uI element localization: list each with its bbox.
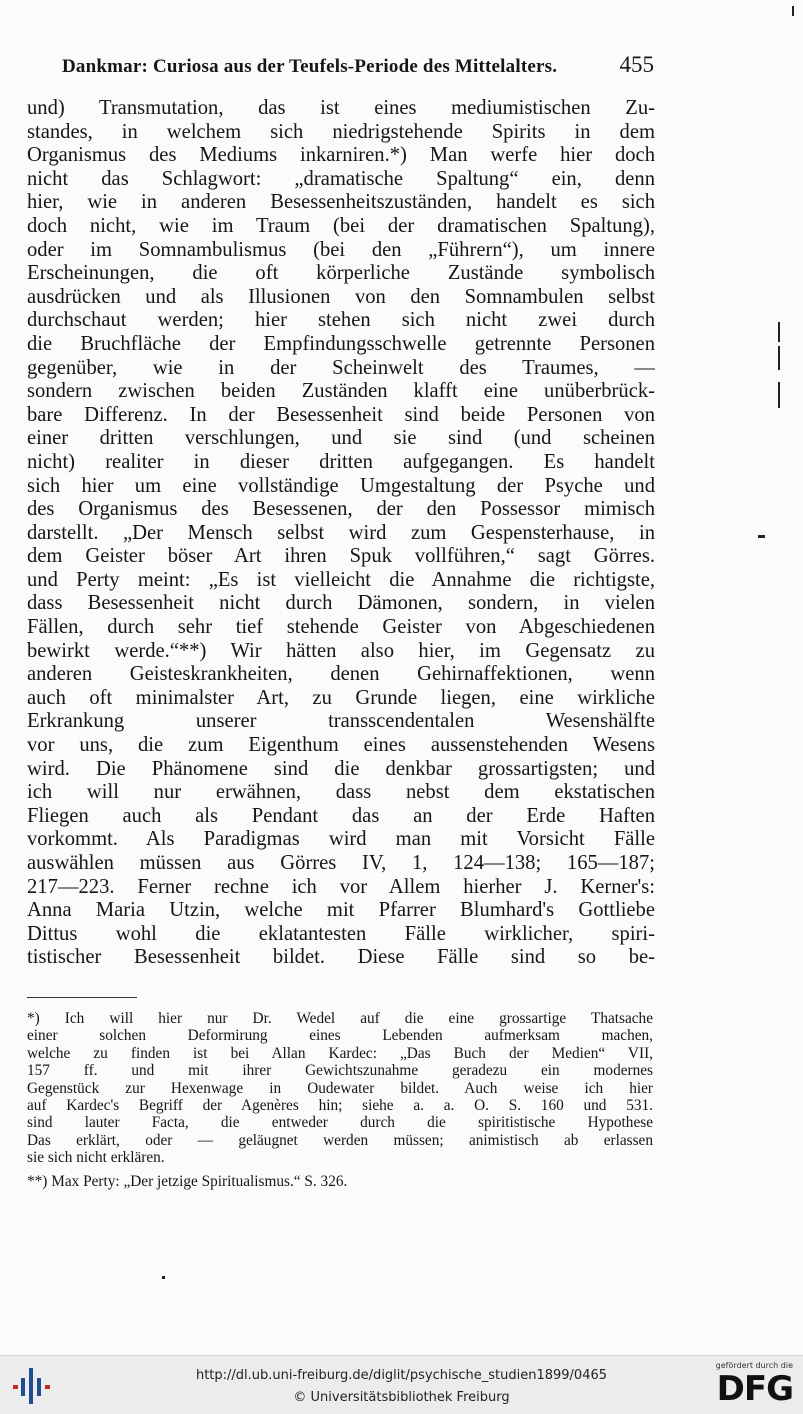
- text-line: oder im Somnambulismus (bei den „Führern“), um innere: [27, 238, 655, 261]
- footnote-line: sind lauter Facta, die entweder durch die spiritistische Hypothese: [27, 1114, 653, 1132]
- text-line: vorkommt. Als Paradigmas wird man mit Vorsicht Fälle: [27, 828, 655, 851]
- text-line: tistischer Besessenheit bildet. Diese Fälle sind so be-: [27, 946, 655, 969]
- text-line: Fällen, durch sehr tief stehende Geister von Abgeschiedenen: [27, 616, 655, 639]
- copyright-notice: © Universitätsbibliothek Freiburg: [293, 1390, 510, 1405]
- text-line: bewirkt werde.“**) Wir hätten also hier, im Gegensatz zu: [27, 639, 655, 662]
- margin-mark: [778, 322, 780, 342]
- text-line: gegenüber, wie in der Scheinwelt des Traumes, —: [27, 356, 655, 379]
- running-header: [62, 52, 654, 82]
- text-line: 217—223. Ferner rechne ich vor Allem hierher J. Kerner's:: [27, 875, 655, 898]
- text-line: Organismus des Mediums inkarniren.*) Man werfe hier doch: [27, 144, 655, 167]
- footnote-line: auf Kardec's Begriff der Agenères hin; siehe a. a. O. S. 160 und 531.: [27, 1096, 653, 1114]
- library-footer: [0, 1355, 803, 1414]
- text-line: Dittus wohl die eklatantesten Fälle wirklicher, spiri-: [27, 922, 655, 945]
- text-line: darstellt. „Der Mensch selbst wird zum Gespensterhause, in: [27, 521, 655, 544]
- footnote-rule: [27, 997, 137, 998]
- dfg-subtitle: gefördert durch die: [715, 1361, 793, 1370]
- footnote-line: Gegenstück zur Hexenwage in Oudewater bildet. Auch weise ich hier: [27, 1079, 653, 1097]
- footnote-line: Das erklärt, oder — geläugnet werden müssen; animistisch ab erlassen: [27, 1131, 653, 1149]
- margin-mark: [778, 382, 780, 408]
- text-line: auch oft minimalster Art, zu Grunde liegen, eine wirkliche: [27, 686, 655, 709]
- footnote-line: **) Max Perty: „Der jetzige Spiritualismus.“ S. 326.: [27, 1172, 348, 1190]
- page-number: 455: [619, 52, 654, 77]
- text-line: wird. Die Phänomene sind die denkbar grossartigsten; und: [27, 757, 655, 780]
- margin-mark: [758, 535, 765, 538]
- text-line: doch nicht, wie im Traum (bei der dramatischen Spaltung),: [27, 214, 655, 237]
- text-line: auswählen müssen aus Görres IV, 1, 124—138; 165—187;: [27, 852, 655, 874]
- text-line: und) Transmutation, das ist eines mediumistischen Zu-: [27, 97, 655, 119]
- text-line: dass Besessenheit nicht durch Dämonen, sondern, in vielen: [27, 592, 655, 615]
- text-line: sich hier um eine vollständige Umgestaltung der Psyche und: [27, 474, 655, 497]
- text-line: und Perty meint: „Es ist vielleicht die Annahme die richtigste,: [27, 568, 655, 591]
- text-line: bare Differenz. In der Besessenheit sind beide Personen von: [27, 403, 655, 426]
- footnote-line: welche zu finden ist bei Allan Kardec: „Das Buch der Medien“ VII,: [27, 1044, 653, 1062]
- text-line: Fliegen auch als Pendant das an der Erde Haften: [27, 804, 655, 827]
- dfg-logo: DFG: [716, 1369, 793, 1409]
- footnote-line: *) Ich will hier nur Dr. Wedel auf die eine grossartige Thatsache: [27, 1010, 653, 1027]
- text-line: ich will nur erwähnen, dass nebst dem ekstatischen: [27, 781, 655, 804]
- text-line: hier, wie in anderen Besessenheitszuständen, handelt es sich: [27, 191, 655, 214]
- margin-mark: [778, 346, 780, 370]
- margin-mark: [162, 1276, 165, 1279]
- text-line: dem Geister böser Art ihren Spuk vollführen,“ sagt Görres.: [27, 545, 655, 568]
- text-line: ausdrücken und als Illusionen von den Somnambulen selbst: [27, 285, 655, 308]
- margin-mark: [792, 6, 794, 16]
- footnote-line: sie sich nicht erklären.: [27, 1149, 165, 1167]
- running-title: Dankmar: Curiosa aus der Teufels-Periode des Mittelalters.: [62, 56, 558, 77]
- text-line: standes, in welchem sich niedrigstehende Spirits in dem: [27, 120, 655, 143]
- text-line: nicht das Schlagwort: „dramatische Spaltung“ ein, denn: [27, 167, 655, 190]
- text-line: einer dritten verschlungen, und sie sind (und scheinen: [27, 427, 655, 450]
- permalink-link[interactable]: http://dl.ub.uni-freiburg.de/diglit/psychische_studien1899/0465: [195, 1368, 608, 1383]
- footnote-line: einer solchen Deformirung eines Lebenden aufmerksam machen,: [27, 1027, 653, 1045]
- text-line: Erkrankung unserer transscendentalen Wesenshälfte: [27, 710, 655, 733]
- text-line: die Bruchfläche der Empfindungsschwelle getrennte Personen: [27, 332, 655, 355]
- text-line: anderen Geisteskrankheiten, denen Gehirnaffektionen, wenn: [27, 663, 655, 686]
- text-line: durchschaut werden; hier stehen sich nicht zwei durch: [27, 309, 655, 332]
- footnote-line: 157 ff. und mit ihrer Gewichtszunahme geradezu ein modernes: [27, 1062, 653, 1080]
- footnotes: [27, 1010, 653, 1190]
- body-text: [27, 97, 655, 970]
- text-line: Erscheinungen, die oft körperliche Zustände symbolisch: [27, 262, 655, 285]
- text-line: nicht) realiter in dieser dritten aufgegangen. Es handelt: [27, 450, 655, 473]
- text-line: sondern zwischen beiden Zuständen klafft eine unüberbrück-: [27, 380, 655, 403]
- text-line: des Organismus des Besessenen, der den Possessor mimisch: [27, 498, 655, 521]
- text-line: Anna Maria Utzin, welche mit Pfarrer Blumhard's Gottliebe: [27, 899, 655, 922]
- text-line: vor uns, die zum Eigenthum eines aussenstehenden Wesens: [27, 734, 655, 757]
